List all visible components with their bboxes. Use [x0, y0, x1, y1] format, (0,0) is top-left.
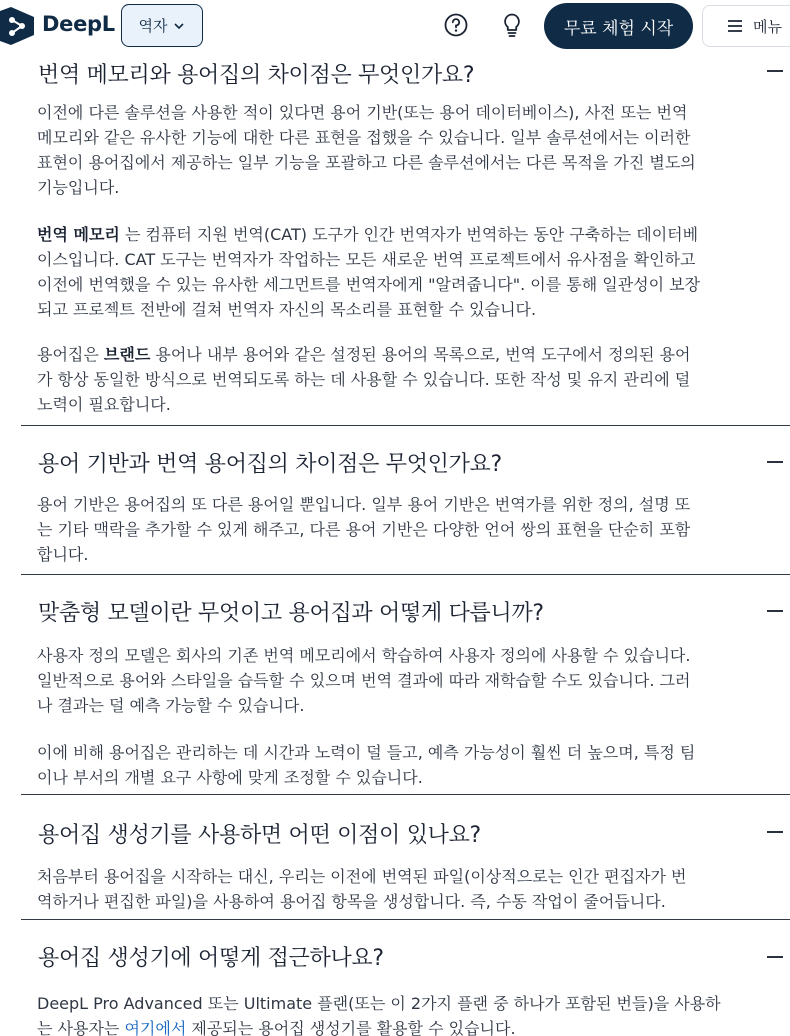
logo-text[interactable]: DeepL — [42, 12, 115, 36]
collapse-icon[interactable] — [767, 461, 783, 463]
faq-answer-paragraph: 처음부터 용어집을 시작하는 대신, 우리는 이전에 번역된 파일(이상적으로는 인간 편집자가 번 역하거나 편집한 파일)을 사용하여 용어집 항목을 생성합니다. 즉, 수동 작업이 줄어듭니다. — [37, 867, 687, 911]
lightbulb-icon[interactable] — [499, 12, 525, 38]
faq-answer-paragraph: 이전에 다른 솔루션을 사용한 적이 있다면 용어 기반(또는 용어 데이터베이스), 사전 또는 번역 메모리와 같은 유사한 기능에 대한 다른 표현을 접했을 수 있습니다. 일부 솔루션에서는 이러한 표현이 용어집에서 제공하는 일부 기능을 포괄하고 다른 솔루션에서는 다른 목적을 가진 별도의 기능입니다. — [37, 103, 696, 197]
faq-answer-paragraph: 이에 비해 용어집은 관리하는 데 시간과 노력이 덜 들고, 예측 가능성이 훨씬 더 높으며, 특정 팀 이나 부서의 개별 요구 사항에 맞게 조정할 수 있습니다. — [37, 743, 696, 787]
here-link[interactable]: 여기에서 — [124, 1019, 187, 1036]
faq-answer-paragraph: 용어집은 브랜드 용어나 내부 용어와 같은 설정된 용어의 목록으로, 번역 도구에서 정의된 용어 가 항상 동일한 방식으로 번역되도록 하는 데 사용할 수 있습니다. 또한 작성 및 유지 관리에 덜 노력이 필요합니다. — [37, 345, 691, 414]
faq-item — [21, 52, 790, 425]
collapse-icon[interactable] — [767, 956, 783, 958]
start-free-trial-button[interactable]: 무료 체험 시작 — [544, 3, 693, 49]
term-brand: 브랜드 — [103, 345, 151, 364]
faq-question[interactable]: 번역 메모리와 용어집의 차이점은 무엇인가요? — [38, 63, 475, 88]
collapse-icon[interactable] — [767, 831, 783, 833]
faq-item — [21, 574, 790, 794]
faq-answer-paragraph: 번역 메모리 는 컴퓨터 지원 번역(CAT) 도구가 인간 번역자가 번역하는 동안 구축하는 데이터베 이스입니다. CAT 도구는 번역자가 작업하는 모든 새로운 번역 프로젝트에서 유사점을 확인하고 이전에 번역했을 수 있는 유사한 세그먼트를 번역자에게 "알려줍니다". 이를 통해 일관성이 보장 되고 프로젝트 전반에 걸쳐 번역자 자신의 목소리를 표현할 수 있습니다. — [37, 225, 701, 319]
faq-question[interactable]: 용어 기반과 번역 용어집의 차이점은 무엇인가요? — [38, 452, 502, 477]
faq-item — [21, 794, 790, 919]
collapse-icon[interactable] — [767, 70, 783, 72]
faq-answer-paragraph: DeepL Pro Advanced 또는 Ultimate 플랜(또는 이 2가지 플랜 중 하나가 포함된 번들)을 사용하 는 사용자는 여기에서 제공되는 용어집 생성기를 활용할 수 있습니다. — [37, 994, 721, 1036]
chevron-down-icon — [173, 20, 185, 32]
faq-answer-paragraph: 용어 기반은 용어집의 또 다른 용어일 뿐입니다. 일부 용어 기반은 번역가를 위한 정의, 설명 또 는 기타 맥락을 추가할 수 있게 해주고, 다른 용어 기반은 다양한 언어 쌍의 표현을 단순히 포함 합니다. — [37, 495, 691, 564]
faq-question[interactable]: 용어집 생성기를 사용하면 어떤 이점이 있나요? — [38, 823, 481, 848]
help-icon[interactable] — [443, 12, 469, 38]
top-navigation-bar — [0, 0, 790, 52]
deepl-logo-icon[interactable] — [0, 7, 34, 45]
menu-label: 메뉴 — [753, 17, 782, 36]
product-dropdown-button[interactable] — [121, 4, 203, 47]
faq-answer-paragraph: 사용자 정의 모델은 회사의 기존 번역 메모리에서 학습하여 사용자 정의에 사용할 수 있습니다. 일반적으로 용어와 스타일을 습득할 수 있으며 번역 결과에 따라 재학습할 수도 있습니다. 그러 나 결과는 덜 예측 가능할 수 있습니다. — [37, 646, 691, 715]
faq-item — [21, 425, 790, 574]
faq-question[interactable]: 맞춤형 모델이란 무엇이고 용어집과 어떻게 다릅니까? — [38, 601, 544, 626]
collapse-icon[interactable] — [767, 610, 783, 612]
term-translation-memory: 번역 메모리 — [37, 225, 120, 244]
hamburger-icon — [727, 19, 743, 33]
faq-question[interactable]: 용어집 생성기에 어떻게 접근하나요? — [38, 946, 384, 971]
faq-item — [21, 919, 790, 1036]
product-dropdown-label: 역자 — [138, 17, 168, 35]
menu-button[interactable] — [702, 5, 790, 47]
